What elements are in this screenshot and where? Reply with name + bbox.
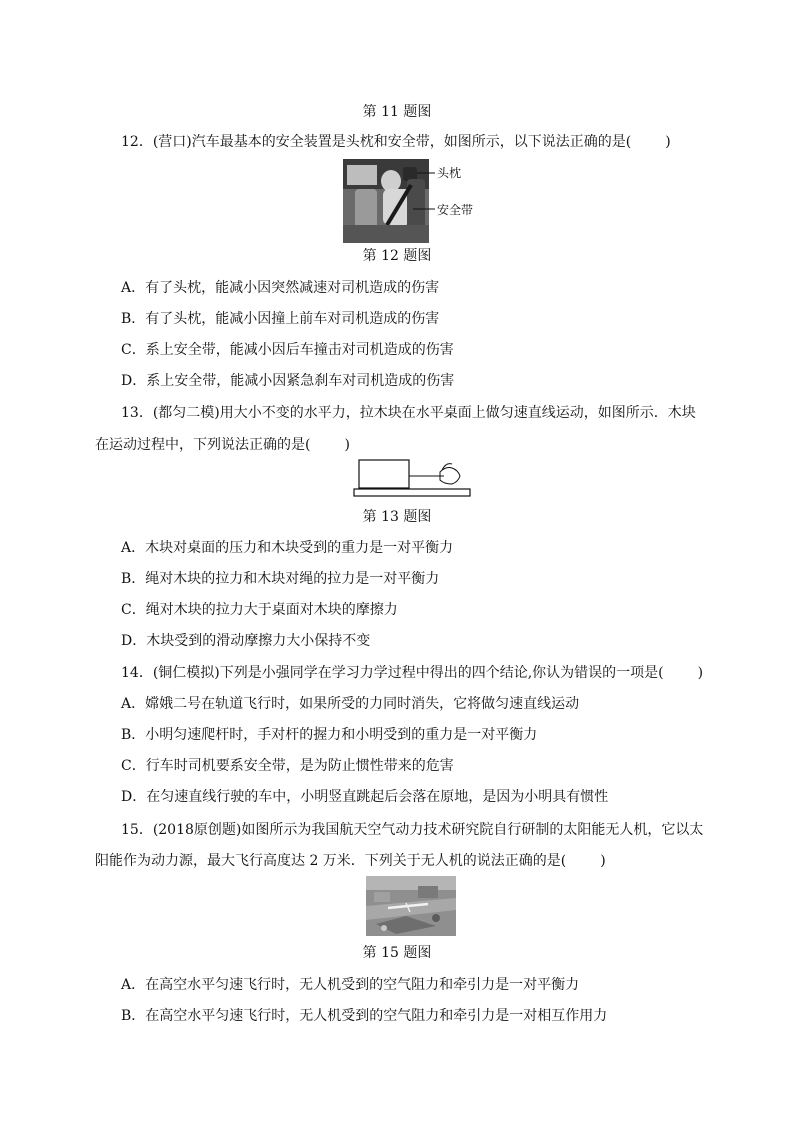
q13-stem-line1: 13．(都匀二模)用大小不变的水平力，拉木块在水平桌面上做匀速直线运动，如图所示．木块	[121, 405, 696, 421]
q15-option-b: B．在高空水平匀速飞行时，无人机受到的空气阻力和牵引力是一对相互作用力	[121, 1008, 608, 1024]
q14-option-b: B．小明匀速爬杆时，手对杆的握力和小明受到的重力是一对平衡力	[121, 727, 538, 743]
q15-stem-end: )	[600, 853, 606, 869]
q14-option-d: D．在匀速直线行驶的车中，小明竖直跳起后会落在原地，是因为小明具有惯性	[121, 789, 609, 805]
q14-stem-end: )	[697, 665, 704, 681]
q14-stem	[121, 664, 703, 682]
q13-option-a: A．木块对桌面的压力和木块受到的重力是一对平衡力	[121, 540, 454, 556]
fig12-label-headrest: 头枕	[437, 166, 462, 180]
q12-stem-end: )	[665, 134, 671, 150]
fig15-image	[366, 876, 456, 936]
fig12-image	[343, 159, 474, 243]
q12-stem	[121, 133, 671, 151]
q13-option-b: B．绳对木块的拉力和木块对绳的拉力是一对平衡力	[121, 571, 440, 587]
q15-stem-line1: 15．(2018原创题)如图所示为我国航天空气动力技术研究院自行研制的太阳能无人机，它以太	[121, 822, 704, 838]
q12-option-b: B．有了头枕，能减小因撞上前车对司机造成的伤害	[121, 311, 440, 327]
q15-stem-line2	[95, 852, 606, 870]
q15-stem-text: 阳能作为动力源，最大飞行高度达 2 万米．下列关于无人机的说法正确的是(	[95, 853, 567, 869]
fig12-label-seatbelt: 安全带	[437, 203, 474, 217]
q13-stem-end: )	[344, 437, 350, 453]
q13-stem-line2	[95, 436, 350, 454]
block-pull-diagram	[352, 458, 472, 500]
q12-option-c: C．系上安全带，能减小因后车撞击对司机造成的伤害	[121, 342, 454, 358]
q12-stem-text: 12．(营口)汽车最基本的安全装置是头枕和安全带，如图所示，以下说法正确的是(	[121, 134, 632, 150]
fig11-caption: 第 11 题图	[362, 104, 432, 120]
q14-stem-text: 14．(铜仁模拟)下列是小强同学在学习力学过程中得出的四个结论,你认为错误的一项是(	[121, 665, 664, 681]
q13-option-c: C．绳对木块的拉力大于桌面对木块的摩擦力	[121, 602, 398, 618]
fig13-image	[352, 458, 472, 500]
fig15-caption: 第 15 题图	[362, 945, 432, 961]
q12-option-a: A．有了头枕，能减小因突然减速对司机造成的伤害	[121, 280, 440, 296]
q15-option-a: A．在高空水平匀速飞行时，无人机受到的空气阻力和牵引力是一对平衡力	[121, 977, 580, 993]
drone-aerial-photo	[366, 876, 456, 936]
q12-option-d: D．系上安全带，能减小因紧急刹车对司机造成的伤害	[121, 373, 455, 389]
q13-option-d: D．木块受到的滑动摩擦力大小保持不变	[121, 633, 371, 649]
q14-option-c: C．行车时司机要系安全带，是为防止惯性带来的危害	[121, 758, 454, 774]
q13-stem-text: 在运动过程中，下列说法正确的是(	[95, 437, 311, 453]
fig12-caption: 第 12 题图	[362, 248, 432, 264]
fig13-caption: 第 13 题图	[362, 509, 432, 525]
q14-option-a: A．嫦娥二号在轨道飞行时，如果所受的力同时消失，它将做匀速直线运动	[121, 696, 580, 712]
